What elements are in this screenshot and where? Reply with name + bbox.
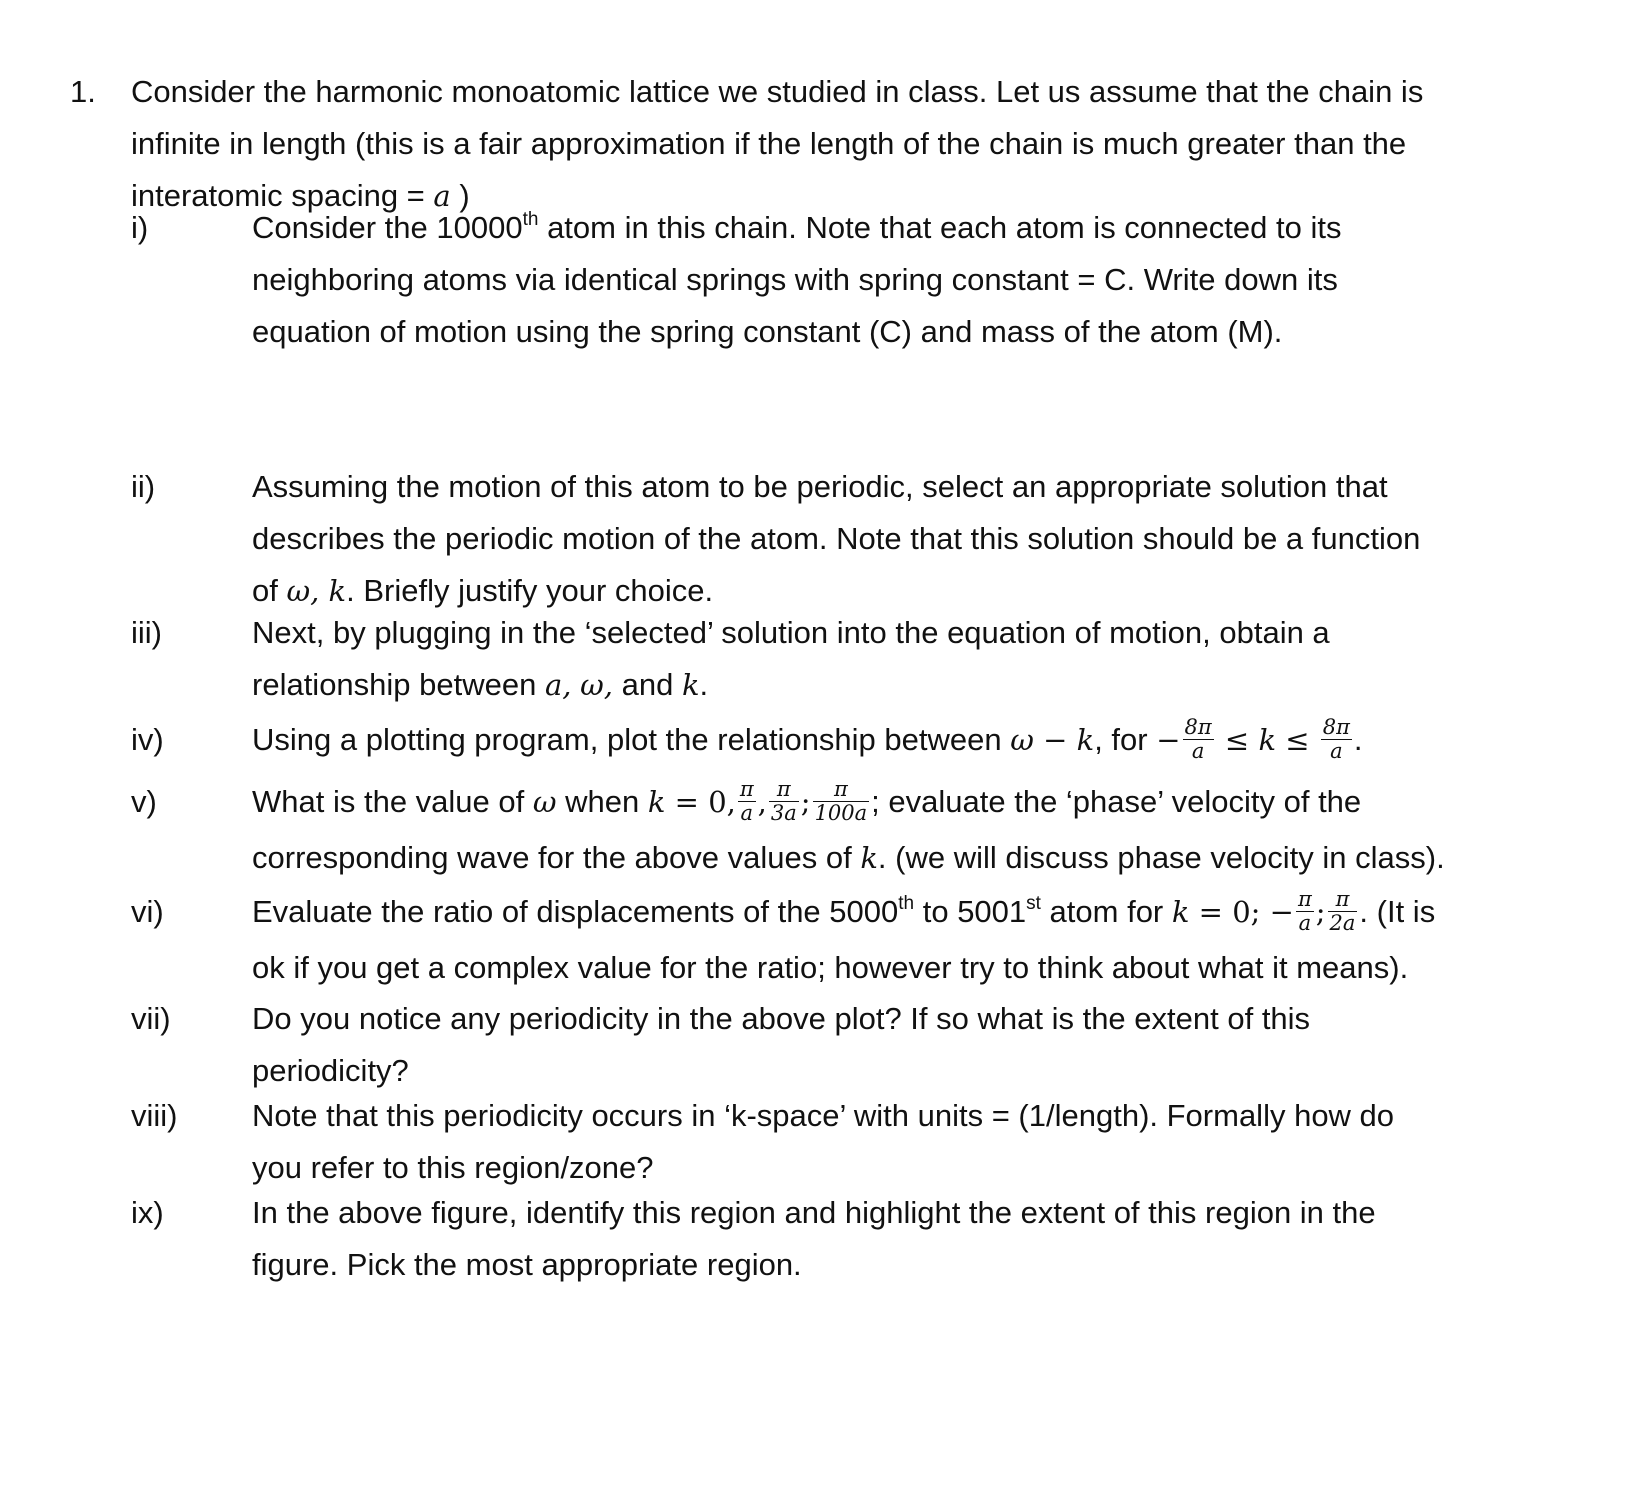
part-label: vi): [131, 894, 164, 929]
part-iii-line-2: [252, 659, 1612, 711]
part-body: [252, 714, 1612, 766]
fraction-pi-over-a: [738, 778, 756, 825]
stem-line-3-close: ): [450, 178, 470, 213]
math-inequality: ≤ k ≤: [1215, 723, 1319, 757]
part-body: [252, 776, 1612, 884]
math-omega-k: ω, k: [286, 574, 347, 608]
part-viii-line-2: you refer to this region/zone?: [252, 1150, 654, 1185]
text-segment: What is the value of: [252, 784, 533, 819]
part-label: iv): [131, 722, 164, 757]
fraction-denominator: 3a: [770, 801, 797, 826]
fraction-numerator: π: [1297, 887, 1312, 912]
question-stem: [131, 66, 1601, 222]
text-segment: of: [252, 573, 287, 608]
part-v-line-2: [252, 832, 1612, 884]
question-number: 1.: [70, 74, 96, 109]
fraction-pi-over-3a: [769, 778, 799, 825]
part-vi-line-1: [252, 886, 1612, 938]
math-separator: ;: [1315, 895, 1326, 929]
math-separator: ;: [800, 785, 811, 819]
part-body: [252, 993, 1612, 1097]
text-segment: Evaluate the ratio of displacements of the 5000: [252, 894, 899, 929]
fraction-denominator: a: [1298, 911, 1312, 936]
part-label: vii): [131, 1001, 171, 1036]
part-v-line-1: [252, 776, 1612, 828]
part-i-line-2: neighboring atoms via identical springs with spring constant = C. Write down its: [252, 262, 1338, 297]
math-omega-minus-k: ω − k: [1010, 723, 1095, 757]
part-body: [252, 607, 1612, 711]
superscript: st: [1026, 893, 1041, 914]
text-segment: Using a plotting program, plot the relationship between: [252, 722, 1011, 757]
fraction-8pi-over-a: [1183, 716, 1214, 763]
part-vii-line-2: periodicity?: [252, 1053, 409, 1088]
part-i-line-3: equation of motion using the spring constant (C) and mass of the atom (M).: [252, 314, 1283, 349]
part-label: viii): [131, 1098, 178, 1133]
fraction-denominator: a: [1330, 739, 1343, 764]
stem-line-2: infinite in length (this is a fair approximation if the length of the chain is much greater than the: [131, 126, 1407, 161]
part-vi-line-2: ok if you get a complex value for the ratio; however try to think about what it means).: [252, 950, 1409, 985]
fraction-pi-over-a: [1296, 888, 1314, 935]
text-segment: atom in this chain. Note that each atom is connected to its: [538, 210, 1342, 245]
part-body: [252, 1187, 1612, 1291]
part-ix-line-2: figure. Pick the most appropriate region.: [252, 1247, 802, 1282]
math-minus: −: [1156, 723, 1181, 757]
fraction-8pi-over-a: [1321, 716, 1352, 763]
fraction-numerator: π: [739, 777, 754, 802]
math-k: k: [681, 668, 700, 702]
part-ix-line-1: In the above figure, identify this region and highlight the extent of this region in the: [252, 1195, 1376, 1230]
text-segment: to 5001: [914, 894, 1027, 929]
stem-line-3-text: interatomic spacing =: [131, 178, 434, 213]
text-segment: relationship between: [252, 667, 545, 702]
math-a: a,: [544, 668, 572, 702]
text-segment: and: [613, 667, 682, 702]
part-label: iii): [131, 615, 162, 650]
part-label: ix): [131, 1195, 164, 1230]
text-segment: . (It is: [1359, 894, 1436, 929]
text-segment: atom for: [1040, 894, 1172, 929]
math-equals-zero: = 0; −: [1189, 895, 1294, 929]
text-segment: ; evaluate the ‘phase’ velocity of the: [871, 784, 1362, 819]
spacing-variable: a: [433, 179, 451, 213]
part-label: ii): [131, 469, 156, 504]
text-segment: .: [1353, 722, 1363, 757]
math-k: k: [647, 785, 666, 819]
part-viii-line-1: Note that this periodicity occurs in ‘k-space’ with units = (1/length). Formally how do: [252, 1098, 1395, 1133]
text-segment: .: [699, 667, 709, 702]
fraction-pi-over-100a: [813, 778, 870, 825]
fraction-numerator: 8π: [1184, 715, 1212, 740]
text-segment: . (we will discuss phase velocity in class).: [877, 840, 1445, 875]
text-segment: . Briefly justify your choice.: [346, 573, 714, 608]
math-separator: ,: [757, 785, 767, 819]
superscript: th: [898, 893, 915, 914]
text-segment: Consider the 10000: [252, 210, 523, 245]
part-body: [252, 1090, 1612, 1194]
part-label: v): [131, 784, 157, 819]
part-ii-line-2: describes the periodic motion of the atom. Note that this solution should be a function: [252, 521, 1421, 556]
math-equals-zero: = 0,: [665, 785, 736, 819]
fraction-denominator: a: [740, 801, 754, 826]
part-body: [252, 461, 1612, 617]
part-body: [252, 886, 1612, 994]
stem-line-1: Consider the harmonic monoatomic lattice we studied in class. Let us assume that the chain is: [131, 74, 1424, 109]
math-omega: ω: [532, 785, 557, 819]
part-ii-line-1: Assuming the motion of this atom to be periodic, select an appropriate solution that: [252, 469, 1388, 504]
math-k: k: [860, 841, 878, 875]
fraction-denominator: 2a: [1329, 911, 1356, 936]
part-label: i): [131, 210, 149, 245]
part-iii-line-1: Next, by plugging in the ‘selected’ solution into the equation of motion, obtain a: [252, 615, 1330, 650]
fraction-numerator: π: [813, 778, 870, 802]
text-segment: corresponding wave for the above values of: [252, 840, 861, 875]
fraction-numerator: 8π: [1322, 715, 1350, 740]
fraction-numerator: π: [769, 778, 799, 802]
fraction-denominator: 100a: [814, 801, 868, 826]
fraction-numerator: π: [1328, 888, 1358, 912]
math-k: k: [1171, 895, 1190, 929]
part-body: [252, 202, 1612, 358]
text-segment: , for: [1094, 722, 1157, 757]
fraction-pi-over-2a: [1328, 888, 1358, 935]
part-iv-line-1: [252, 714, 1612, 766]
fraction-denominator: a: [1191, 739, 1205, 764]
part-vii-line-1: Do you notice any periodicity in the above plot? If so what is the extent of this: [252, 1001, 1311, 1036]
text-segment: when: [556, 784, 648, 819]
math-omega: ω,: [580, 668, 613, 702]
superscript: th: [522, 209, 539, 230]
part-i-line-1: [252, 202, 1612, 254]
